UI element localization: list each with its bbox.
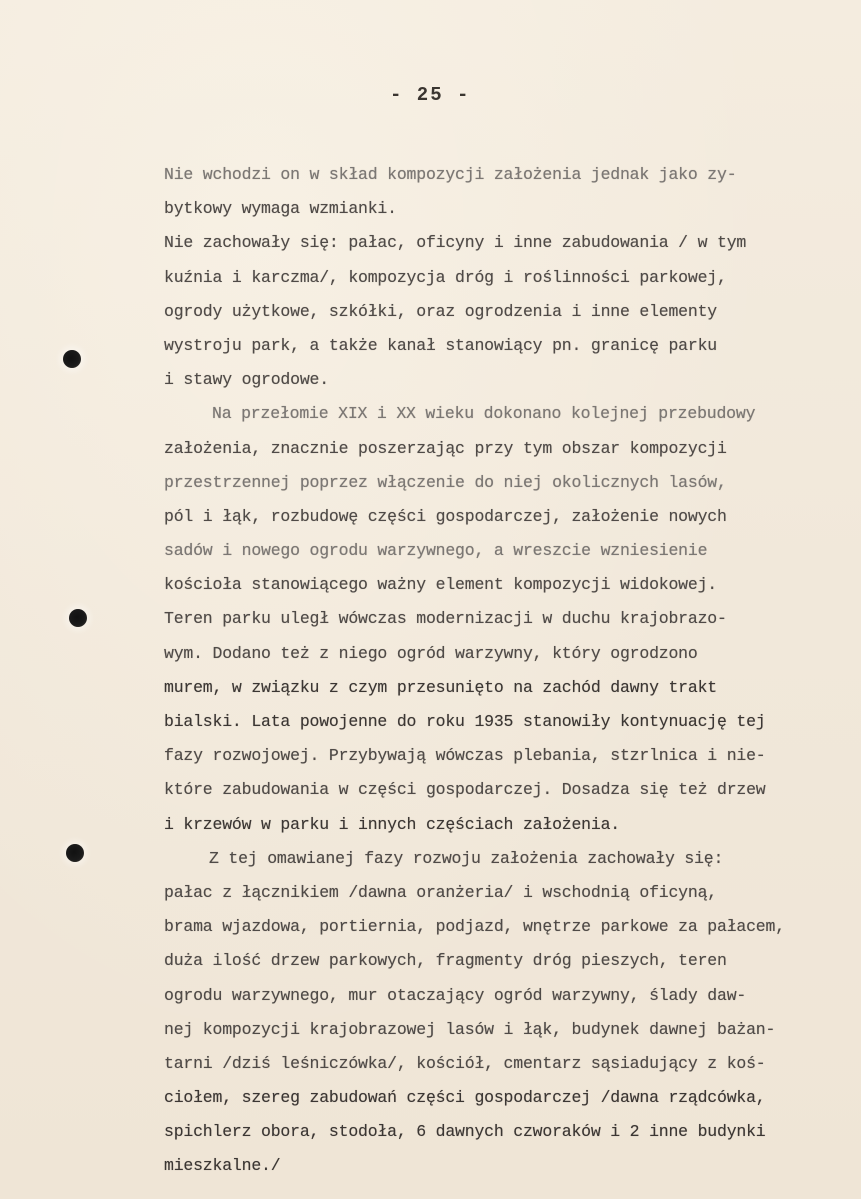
text-line: pałac z łącznikiem /dawna oranżeria/ i wschodnią oficyną, xyxy=(164,882,717,902)
punch-hole-top xyxy=(63,350,81,368)
text-line: założenia, znacznie poszerzając przy tym obszar kompozycji xyxy=(164,438,727,458)
text-line: Teren parku uległ wówczas modernizacji w duchu krajobrazo- xyxy=(164,609,727,629)
text-line: ogrody użytkowe, szkółki, oraz ogrodzenia i inne elementy xyxy=(164,301,717,321)
text-line: ogrodu warzywnego, mur otaczający ogród warzywny, ślady daw- xyxy=(164,985,747,1005)
text-line: brama wjazdowa, portiernia, podjazd, wnętrze parkowe za pałacem, xyxy=(164,917,785,937)
text-line: Z tej omawianej fazy rozwoju założenia zachowały się: xyxy=(209,848,724,868)
text-line: i stawy ogrodowe. xyxy=(164,370,329,390)
punch-hole-middle xyxy=(69,609,87,627)
text-line: kościoła stanowiącego ważny element kompozycji widokowej. xyxy=(164,575,717,595)
punch-hole-bottom xyxy=(66,844,84,862)
text-line: sadów i nowego ogrodu warzywnego, a wreszcie wzniesienie xyxy=(164,541,708,561)
text-line: Nie zachowały się: pałac, oficyny i inne zabudowania / w tym xyxy=(164,233,747,253)
body-text xyxy=(164,158,830,1184)
text-line: pól i łąk, rozbudowę części gospodarczej, założenie nowych xyxy=(164,506,727,526)
text-line: przestrzennej poprzez włączenie do niej okolicznych lasów, xyxy=(164,472,727,492)
text-line: wym. Dodano też z niego ogród warzywny, który ogrodzono xyxy=(164,643,698,663)
text-line: fazy rozwojowej. Przybywają wówczas plebania, stzrlnica i nie- xyxy=(164,746,766,766)
text-line: ciołem, szereg zabudowań części gospodarczej /dawna rządcówka, xyxy=(164,1088,766,1108)
text-line: murem, w związku z czym przesunięto na zachód dawny trakt xyxy=(164,677,717,697)
text-line: wystroju park, a także kanał stanowiący pn. granicę parku xyxy=(164,335,717,355)
text-line: kuźnia i karczma/, kompozycja dróg i roślinności parkowej, xyxy=(164,267,727,287)
text-line: bialski. Lata powojenne do roku 1935 stanowiły kontynuację tej xyxy=(164,712,766,731)
text-line: które zabudowania w części gospodarczej. Dosadza się też drzew xyxy=(164,780,766,800)
text-line: tarni /dziś leśniczówka/, kościół, cmentarz sąsiadujący z koś- xyxy=(164,1053,766,1073)
text-line: bytkowy wymaga wzmianki. xyxy=(164,199,397,219)
text-line: nej kompozycji krajobrazowej lasów i łąk, budynek dawnej bażan- xyxy=(164,1019,776,1039)
text-line: i krzewów w parku i innych częściach założenia. xyxy=(164,814,620,834)
text-line: duża ilość drzew parkowych, fragmenty dróg pieszych, teren xyxy=(164,951,727,971)
page-number: - 25 - xyxy=(390,84,471,106)
text-line: Na przełomie XIX i XX wieku dokonano kolejnej przebudowy xyxy=(212,404,756,424)
text-line: mieszkalne./ xyxy=(164,1156,281,1176)
text-line: Nie wchodzi on w skład kompozycji założenia jednak jako zy- xyxy=(164,165,737,184)
text-line: spichlerz obora, stodoła, 6 dawnych czworaków i 2 inne budynki xyxy=(164,1122,766,1142)
